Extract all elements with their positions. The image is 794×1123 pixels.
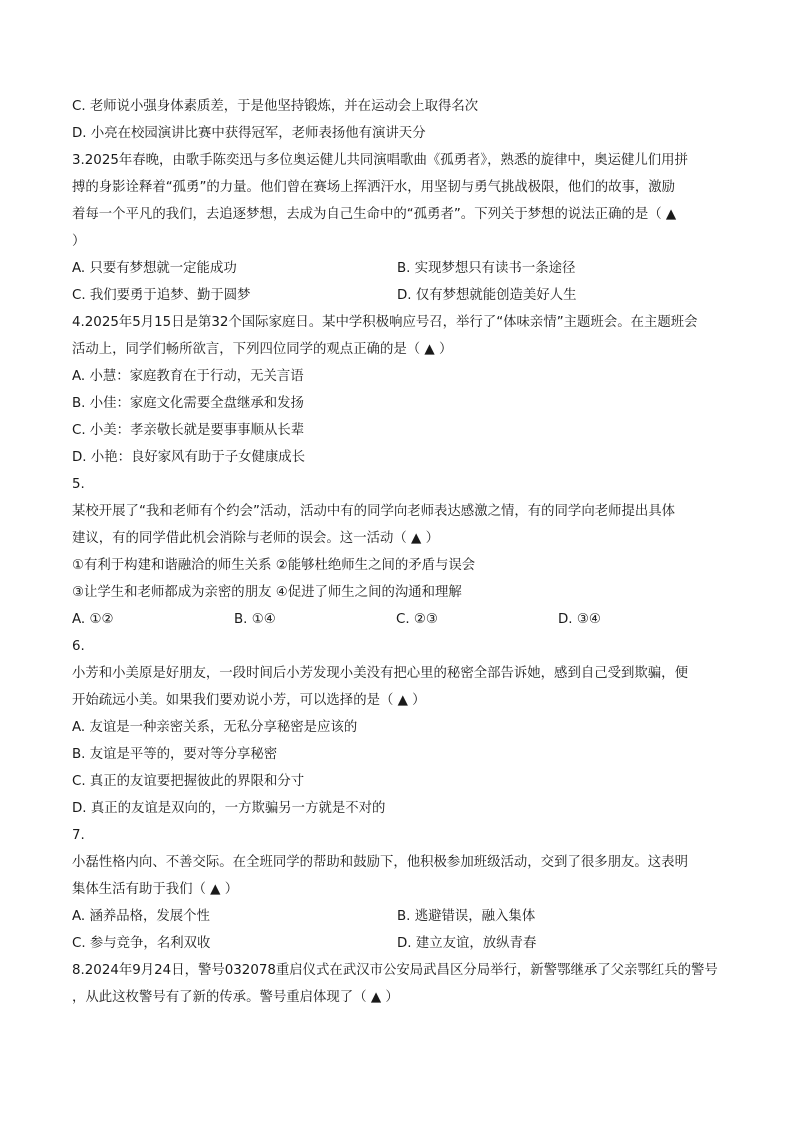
q3-stem-line-4: ） <box>72 234 86 249</box>
q5-option-c: C. ②③ <box>396 612 438 627</box>
q4-stem-line-2: 活动上，同学们畅所欲言，下列四位同学的观点正确的是（ ▲ ） <box>72 342 453 357</box>
q6-option-d: D. 真正的友谊是双向的，一方欺骗另一方就是不对的 <box>72 801 386 816</box>
q3-options-row-2 <box>72 282 722 309</box>
q3-stem-line-1: 3.2025年春晚，由歌手陈奕迅与多位奥运健儿共同演唱歌曲《孤勇者》，熟悉的旋律中，奥运健儿们用拼 <box>72 153 688 168</box>
q4-option-a: A. 小慧：家庭教育在于行动，无关言语 <box>72 369 304 384</box>
q6-option-b: B. 友谊是平等的，要对等分享秘密 <box>72 747 278 762</box>
q2-option-c: C. 老师说小强身体素质差，于是他坚持锻炼，并在运动会上取得名次 <box>72 99 479 114</box>
q7-stem-line-1: 小磊性格内向、不善交际。在全班同学的帮助和鼓励下，他积极参加班级活动，交到了很多朋友。这表明 <box>72 855 688 870</box>
q3-stem-line-2: 搏的身影诠释着“孤勇”的力量。他们曾在赛场上挥洒汗水，用坚韧与勇气挑战极限，他们的故事，激励 <box>72 180 676 195</box>
q7-option-c: C. 参与竞争，名利双收 <box>72 936 211 951</box>
q7-options-row-2 <box>72 930 722 957</box>
q6-number: 6. <box>72 639 85 654</box>
q7-option-d: D. 建立友谊，放纵青春 <box>397 936 537 951</box>
q4-stem-line-1: 4.2025年5月15日是第32个国际家庭日。某中学积极响应号召，举行了“体味亲情”主题班会。在主题班会 <box>72 315 698 330</box>
exam-page <box>72 93 722 1011</box>
q7-number: 7. <box>72 828 85 843</box>
q3-option-b: B. 实现梦想只有读书一条途径 <box>397 261 576 276</box>
q5-statements-1: ①有利于构建和谐融洽的师生关系 ②能够杜绝师生之间的矛盾与误会 <box>72 558 476 573</box>
q6-stem-line-2: 开始疏远小美。如果我们要劝说小芳，可以选择的是（ ▲ ） <box>72 693 426 708</box>
q5-option-b: B. ①④ <box>234 612 276 627</box>
q3-option-d: D. 仅有梦想就能创造美好人生 <box>397 288 577 303</box>
q4-option-b: B. 小佳：家庭文化需要全盘继承和发扬 <box>72 396 304 411</box>
q5-stem-line-1: 某校开展了“我和老师有个约会”活动，活动中有的同学向老师表达感激之情，有的同学向老师提出具体 <box>72 504 676 519</box>
q7-option-a: A. 涵养品格，发展个性 <box>72 909 210 924</box>
q7-stem-line-2: 集体生活有助于我们（ ▲ ） <box>72 882 239 897</box>
q7-option-b: B. 逃避错误，融入集体 <box>397 909 536 924</box>
q5-options-row <box>72 606 722 633</box>
q5-option-a: A. ①② <box>72 612 114 627</box>
q3-options-row-1 <box>72 255 722 282</box>
q3-stem-line-3: 着每一个平凡的我们，去追逐梦想，去成为自己生命中的“孤勇者”。下列关于梦想的说法正确的是（ ▲ <box>72 207 677 222</box>
q4-option-c: C. 小美：孝亲敬长就是要事事顺从长辈 <box>72 423 305 438</box>
q5-number: 5. <box>72 477 85 492</box>
q8-stem-line-2: ，从此这枚警号有了新的传承。警号重启体现了（ ▲ ） <box>72 990 399 1005</box>
q3-option-c: C. 我们要勇于追梦、勤于圆梦 <box>72 288 251 303</box>
q6-option-c: C. 真正的友谊要把握彼此的界限和分寸 <box>72 774 305 789</box>
q5-option-d: D. ③④ <box>558 612 601 627</box>
q4-option-d: D. 小艳：良好家风有助于子女健康成长 <box>72 450 306 465</box>
q6-stem-line-1: 小芳和小美原是好朋友，一段时间后小芳发现小美没有把心里的秘密全部告诉她，感到自己受到欺骗，便 <box>72 666 688 681</box>
q8-stem-line-1: 8.2024年9月24日，警号032078重启仪式在武汉市公安局武昌区分局举行，新警鄂继承了父亲鄂红兵的警号 <box>72 963 718 978</box>
q5-statements-2: ③让学生和老师都成为亲密的朋友 ④促进了师生之间的沟通和理解 <box>72 585 462 600</box>
q7-options-row-1 <box>72 903 722 930</box>
q5-stem-line-2: 建议，有的同学借此机会消除与老师的误会。这一活动（ ▲ ） <box>72 531 439 546</box>
q2-option-d: D. 小亮在校园演讲比赛中获得冠军，老师表扬他有演讲天分 <box>72 126 426 141</box>
q3-option-a: A. 只要有梦想就一定能成功 <box>72 261 237 276</box>
q6-option-a: A. 友谊是一种亲密关系，无私分享秘密是应该的 <box>72 720 358 735</box>
